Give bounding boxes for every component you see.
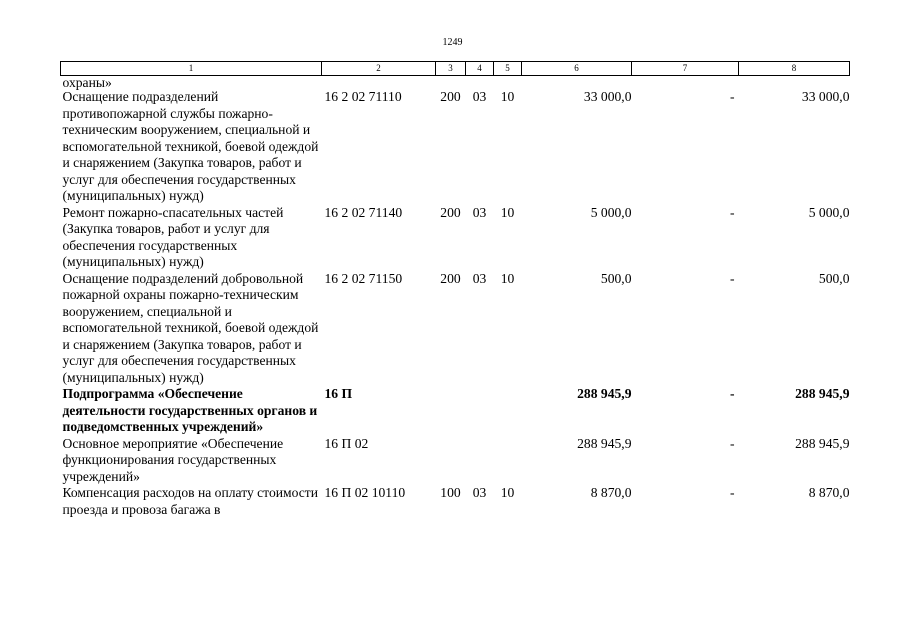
table-row [61, 76, 850, 90]
row-name: Подпрограмма «Обеспечение деятельности государственных органов и подведомственных учреждений» [62, 386, 318, 434]
row-col-6: 288 945,9 [577, 386, 632, 401]
row-col-4: 03 [472, 270, 487, 286]
row-col-6: 288 945,9 [577, 435, 632, 451]
row-code: 16 2 02 71110 [324, 89, 402, 104]
row-col-5 [494, 436, 522, 486]
row-col-4: 03 [472, 204, 487, 220]
row-col-7: - [729, 485, 735, 500]
row-col-8: 500,0 [818, 270, 850, 286]
table-row [61, 485, 850, 518]
row-code: 16 П 02 [324, 435, 369, 451]
row-name: Основное мероприятие «Обеспечение функционирования государственных учреждений» [62, 435, 284, 484]
row-code: 16 2 02 71140 [324, 204, 403, 220]
table-row [61, 436, 850, 486]
row-col-4 [466, 386, 494, 436]
row-col-4 [466, 76, 494, 90]
row-name: Ремонт пожарно-спасательных частей (Закупка товаров, работ и услуг для обеспечения государственных (муниципальных) нужд) [62, 204, 284, 269]
row-code: 16 2 02 71150 [324, 270, 403, 286]
row-col-3 [436, 76, 466, 90]
row-code [322, 76, 436, 90]
row-col-8: 8 870,0 [808, 485, 850, 500]
row-code: 16 П 02 10110 [324, 485, 406, 500]
header-col-2: 2 [322, 62, 436, 76]
table-body [61, 76, 850, 519]
row-col-6: 500,0 [600, 270, 632, 286]
row-name: охраны» [62, 75, 112, 90]
header-col-8: 8 [739, 62, 850, 76]
row-col-3: 200 [440, 270, 461, 286]
column-number-header-row [61, 62, 850, 76]
row-col-5: 10 [500, 204, 515, 220]
row-name: Компенсация расходов на оплату стоимости проезда и провоза багажа в [62, 485, 318, 517]
row-col-5 [494, 386, 522, 436]
row-col-8: 33 000,0 [801, 89, 850, 104]
row-col-6 [522, 76, 632, 90]
row-col-5: 10 [500, 485, 515, 500]
budget-table [60, 61, 850, 518]
row-name: Оснащение подразделений противопожарной службы пожарно-техническим вооружением, специальной и вспомогательной техникой, боевой одеждой и снаряжением (Закупка товаров, работ и услуг для обеспечения государственных (муниципальных) нужд) [62, 89, 319, 203]
header-col-3: 3 [436, 62, 466, 76]
header-col-6: 6 [522, 62, 632, 76]
row-col-4 [466, 436, 494, 486]
row-col-7: - [729, 435, 735, 451]
row-name: Оснащение подразделений добровольной пожарной охраны пожарно-техническим вооружением, специальной и вспомогательной техникой, боевой одеждой и снаряжением (Закупка товаров, работ и услуг для обеспечения государственных (муниципальных) нужд) [62, 270, 319, 385]
row-code: 16 П [324, 386, 353, 401]
table-row [61, 205, 850, 271]
row-col-3 [436, 436, 466, 486]
row-col-8: 288 945,9 [795, 435, 850, 451]
row-col-7: - [729, 204, 735, 220]
row-col-5: 10 [500, 89, 515, 104]
row-col-6: 5 000,0 [590, 204, 632, 220]
row-col-4: 03 [472, 485, 487, 500]
row-col-8: 288 945,9 [795, 386, 850, 401]
row-col-3: 200 [440, 204, 461, 220]
row-col-3: 200 [440, 89, 461, 104]
row-col-4: 03 [472, 89, 487, 104]
row-col-6: 33 000,0 [583, 89, 632, 104]
page-number: 1249 [442, 37, 463, 48]
header-col-1: 1 [61, 62, 322, 76]
table-row [61, 386, 850, 436]
row-col-8: 5 000,0 [808, 204, 850, 220]
row-col-7: - [729, 89, 735, 104]
row-col-8 [739, 76, 850, 90]
row-col-3 [436, 386, 466, 436]
header-col-7: 7 [632, 62, 739, 76]
header-col-5: 5 [494, 62, 522, 76]
header-col-4: 4 [466, 62, 494, 76]
table-row [61, 271, 850, 387]
row-col-3: 100 [440, 485, 461, 500]
row-col-7 [632, 76, 739, 90]
row-col-6: 8 870,0 [590, 485, 632, 500]
row-col-5 [494, 76, 522, 90]
row-col-5: 10 [500, 270, 515, 286]
row-col-7: - [729, 270, 735, 286]
table-row [61, 89, 850, 205]
row-col-7: - [729, 386, 735, 401]
